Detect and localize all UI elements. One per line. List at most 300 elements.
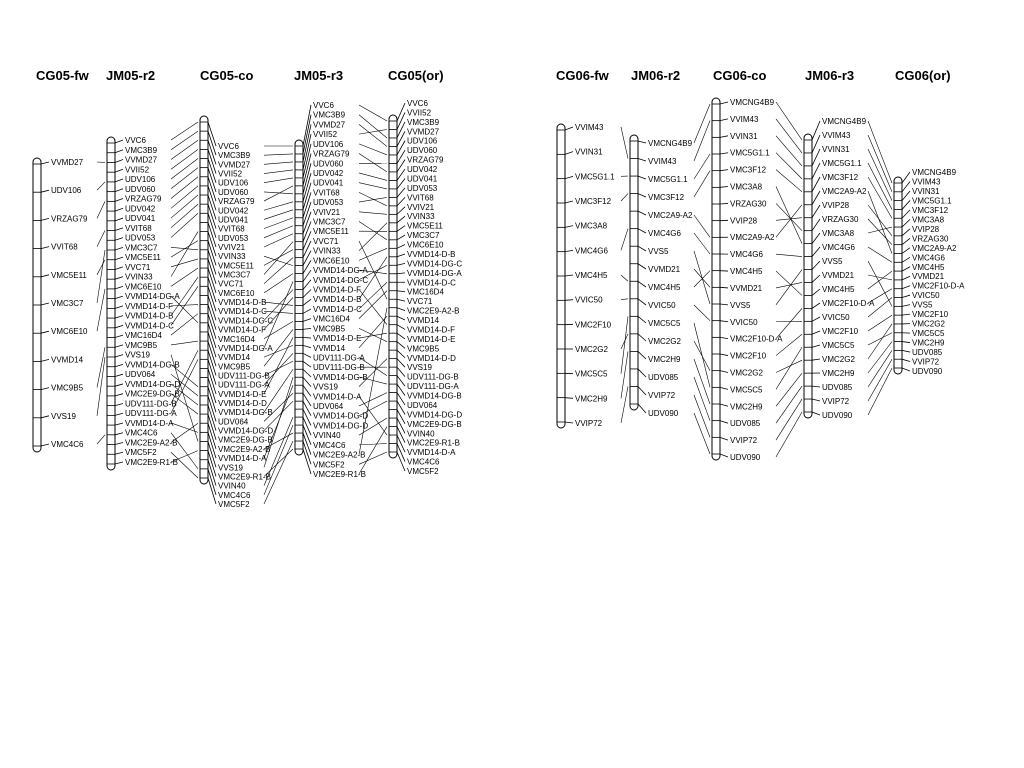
marker-connector — [359, 173, 387, 180]
marker-label: VMC16D4 — [125, 331, 162, 341]
marker-leader — [115, 169, 123, 172]
marker-leader — [303, 290, 311, 298]
marker-connector — [776, 187, 802, 244]
marker-leader — [115, 355, 123, 357]
map-header: CG05(or) — [388, 68, 444, 83]
marker-leader — [397, 452, 405, 471]
marker-label: VVS5 — [648, 247, 669, 256]
marker-leader — [720, 304, 728, 305]
marker-leader — [115, 160, 123, 163]
marker-leader — [303, 417, 311, 435]
marker-leader — [397, 444, 405, 462]
marker-connector — [621, 316, 628, 373]
marker-label: VVMD14-D-C — [218, 307, 267, 317]
marker-label: VMCNG4B9 — [912, 168, 957, 177]
marker-leader — [115, 189, 123, 192]
marker-leader — [397, 188, 405, 197]
marker-label: VVIP72 — [822, 397, 850, 406]
marker-label: VVMD27 — [125, 155, 158, 165]
marker-leader — [638, 229, 646, 233]
marker-label: VVMD14-D-E — [313, 334, 362, 344]
marker-connector — [694, 395, 710, 437]
marker-label: VMC2E9-A2-B — [125, 438, 178, 448]
marker-leader — [303, 280, 311, 290]
marker-label: VMC2F10-D-A — [822, 299, 875, 308]
map-header: CG05-co — [200, 68, 254, 83]
marker-connector — [868, 359, 892, 401]
map-jm06-r2 — [630, 68, 693, 418]
marker-leader — [720, 119, 728, 121]
marker-label: VMC5G1.1 — [648, 175, 688, 184]
marker-label: VVMD21 — [730, 283, 763, 293]
marker-label: UDV041 — [407, 174, 438, 184]
marker-leader — [397, 207, 405, 215]
marker-label: UDV041 — [218, 215, 249, 225]
marker-label: UDV090 — [912, 367, 943, 376]
marker-connector — [359, 212, 387, 215]
marker-label: VMC9B5 — [51, 383, 84, 393]
marker-leader — [303, 353, 311, 357]
marker-connector — [171, 131, 198, 150]
marker-connector — [171, 186, 198, 208]
marker-label: VVMD14-D-C — [407, 278, 456, 288]
marker-label: VMC4C6 — [313, 440, 346, 450]
marker-connector — [359, 115, 387, 138]
marker-label: VVIP72 — [912, 357, 940, 367]
marker-connector — [171, 177, 198, 199]
marker-label: VVMD14-D-F — [218, 325, 267, 335]
marker-label: UDV106 — [407, 136, 438, 146]
marker-connector — [868, 271, 892, 289]
marker-leader — [720, 287, 728, 288]
marker-label: VVMD14-D-B — [407, 249, 456, 259]
marker-label: VVMD14-D-F — [407, 325, 456, 335]
marker-label: VMC2E9-DG-B — [218, 435, 273, 445]
marker-label: UDV064 — [125, 370, 156, 380]
marker-label: VVMD27 — [407, 127, 440, 137]
marker-leader — [565, 201, 573, 203]
marker-leader — [812, 412, 820, 415]
marker-label: VMC6E10 — [313, 256, 350, 266]
marker-label: VMC16D4 — [313, 314, 350, 324]
marker-leader — [41, 275, 49, 277]
marker-leader — [720, 454, 728, 457]
marker-label: VVS19 — [51, 411, 76, 421]
marker-connector — [868, 149, 892, 201]
marker-connector — [694, 215, 710, 237]
marker-label: VVIV21 — [218, 242, 246, 252]
marker-label: VVS5 — [730, 300, 751, 310]
marker-label: VVMD14-D-A — [407, 448, 456, 458]
map-cg06-co — [712, 68, 783, 462]
marker-label: VMC2G2 — [648, 337, 681, 346]
marker-label: VMC16D4 — [407, 287, 444, 297]
marker-label: UDV106 — [51, 186, 82, 196]
marker-leader — [115, 433, 123, 435]
marker-label: VVMD14-DG-C — [407, 259, 463, 269]
marker-leader — [397, 427, 405, 443]
marker-connector — [776, 205, 802, 237]
marker-label: VRZAG30 — [822, 215, 859, 224]
marker-label: VVS5 — [912, 300, 933, 310]
marker-label: VVIV21 — [313, 207, 341, 217]
marker-label: VVIC50 — [822, 313, 850, 322]
marker-connector — [776, 254, 802, 256]
marker-leader — [115, 364, 123, 366]
marker-connector — [776, 119, 802, 153]
marker-leader — [812, 399, 820, 401]
marker-leader — [397, 216, 405, 223]
marker-label: VVIM43 — [648, 157, 677, 166]
marker-label: UDV060 — [218, 187, 249, 197]
marker-label: UDV064 — [407, 400, 438, 410]
marker-label: VVIT68 — [51, 242, 78, 252]
marker-leader — [397, 226, 405, 232]
marker-label: VMC5C5 — [822, 341, 855, 350]
marker-connector — [776, 170, 802, 192]
marker-label: VVIC50 — [912, 291, 940, 301]
marker-leader — [115, 442, 123, 444]
marker-label: UDV111-DG-B — [407, 372, 459, 382]
marker-label: VVMD14-D-A — [125, 418, 174, 428]
marker-leader — [303, 377, 311, 386]
marker-label: VVMD21 — [822, 271, 855, 280]
marker-leader — [397, 350, 405, 358]
marker-leader — [115, 374, 123, 376]
map-cg06-or- — [894, 68, 965, 376]
marker-label: VMC4G6 — [730, 250, 763, 260]
marker-label: VVMD14-D-F — [125, 301, 174, 311]
map-jm05-r3 — [294, 68, 368, 479]
marker-label: VMC5F2 — [407, 467, 439, 476]
chromosome-bar — [389, 115, 397, 458]
marker-label: VMC3C7 — [313, 217, 346, 227]
marker-connector — [868, 315, 892, 331]
marker-leader — [812, 331, 820, 334]
marker-label: VMC5C5 — [912, 329, 945, 339]
marker-leader — [812, 261, 820, 270]
marker-connector — [694, 323, 710, 387]
marker-leader — [115, 277, 123, 280]
marker-leader — [812, 317, 820, 321]
chromosome-bar — [894, 177, 902, 374]
marker-label: VMC2E9-R1-B — [218, 472, 271, 482]
marker-leader — [638, 176, 646, 179]
marker-label: VMC5E11 — [407, 221, 443, 231]
marker-label: VVIT68 — [125, 223, 152, 233]
marker-label: UDV085 — [730, 419, 761, 429]
marker-label: VMC4C6 — [218, 490, 251, 500]
marker-label: VMC9B5 — [125, 340, 158, 350]
marker-label: VVMD14-DG-C — [313, 275, 369, 285]
marker-leader — [902, 305, 910, 307]
marker-leader — [41, 444, 49, 446]
marker-label: VVMD14 — [51, 355, 84, 365]
marker-leader — [303, 369, 311, 377]
marker-leader — [812, 177, 820, 192]
marker-leader — [902, 219, 910, 227]
marker-label: VVMD14-DG-D — [218, 426, 274, 436]
marker-leader — [397, 435, 405, 452]
marker-leader — [638, 281, 646, 287]
marker-leader — [397, 263, 405, 265]
marker-leader — [41, 218, 49, 220]
marker-label: VVII52 — [407, 108, 432, 118]
marker-leader — [115, 199, 123, 202]
marker-label: VMC2E9-A2-B — [313, 450, 366, 460]
marker-connector — [264, 154, 293, 155]
marker-label: VVMD14-D-E — [407, 334, 456, 344]
marker-connector — [868, 191, 892, 253]
marker-label: VVC6 — [313, 101, 334, 110]
marker-connector — [776, 347, 802, 389]
marker-leader — [720, 102, 728, 104]
marker-label: VVS19 — [218, 463, 243, 473]
marker-leader — [115, 345, 123, 347]
map-header: CG06-co — [713, 68, 767, 83]
marker-leader — [397, 325, 405, 330]
marker-label: VMC5C5 — [730, 385, 763, 395]
chromosome-bar — [200, 116, 208, 484]
marker-label: VVMD14-D-B — [218, 298, 267, 308]
marker-connector — [776, 373, 802, 406]
marker-label: VMC2E9-DG-B — [407, 419, 462, 429]
marker-connector — [264, 178, 293, 183]
marker-label: VVIN33 — [313, 246, 341, 256]
marker-leader — [902, 248, 910, 254]
marker-label: VMCNG4B9 — [648, 139, 693, 148]
marker-leader — [397, 299, 405, 301]
marker-leader — [303, 231, 311, 249]
marker-connector — [171, 341, 198, 345]
marker-leader — [397, 103, 405, 121]
marker-label: UDV085 — [822, 383, 853, 392]
marker-connector — [868, 333, 892, 345]
marker-connector — [868, 121, 892, 183]
marker-label: VVIP72 — [730, 436, 758, 446]
marker-label: VMC2H9 — [912, 338, 945, 348]
marker-connector — [776, 153, 802, 179]
marker-leader — [397, 254, 405, 257]
marker-leader — [115, 218, 123, 221]
marker-label: VVIN33 — [125, 272, 153, 282]
marker-label: VMC5F2 — [125, 448, 157, 458]
marker-leader — [303, 425, 311, 445]
marker-connector — [264, 170, 293, 174]
marker-connector — [97, 435, 105, 444]
marker-label: UDV041 — [313, 178, 344, 188]
map-header: JM05-r2 — [106, 68, 156, 83]
marker-label: UDV053 — [218, 233, 249, 243]
marker-leader — [115, 462, 123, 464]
marker-leader — [397, 122, 405, 138]
marker-connector — [171, 213, 198, 237]
map-header: CG06(or) — [895, 68, 951, 83]
marker-leader — [397, 273, 405, 274]
marker-label: VVIP28 — [822, 201, 850, 210]
marker-connector — [694, 154, 710, 179]
marker-leader — [812, 219, 820, 231]
marker-label: VMC2G2 — [730, 368, 763, 378]
marker-leader — [902, 210, 910, 218]
marker-label: VVIN40 — [218, 481, 246, 491]
marker-label: VVII52 — [218, 169, 243, 179]
marker-connector — [264, 218, 293, 229]
marker-label: UDV041 — [125, 214, 156, 224]
marker-leader — [115, 306, 123, 308]
marker-connector — [171, 314, 198, 335]
marker-label: VVS5 — [822, 257, 843, 266]
marker-label: VVIN40 — [407, 429, 435, 439]
marker-connector — [621, 275, 628, 281]
marker-connector — [171, 122, 198, 140]
marker-label: UDV053 — [407, 183, 438, 193]
marker-leader — [41, 303, 49, 305]
marker-leader — [397, 376, 405, 386]
marker-label: VMC3C7 — [125, 243, 158, 253]
marker-leader — [720, 170, 728, 171]
map-header: CG06-fw — [556, 68, 609, 83]
marker-connector — [868, 205, 892, 236]
marker-label: UDV042 — [218, 206, 249, 216]
marker-label: VVMD27 — [51, 158, 84, 167]
marker-label: UDV090 — [822, 411, 853, 420]
marker-connector — [171, 149, 198, 169]
marker-leader — [115, 394, 123, 396]
marker-label: VVMD14-D-A — [313, 392, 362, 402]
marker-connector — [694, 413, 710, 454]
marker-connector — [868, 247, 892, 262]
marker-leader — [303, 299, 311, 305]
marker-label: VMC2H9 — [575, 394, 608, 404]
marker-label: VVS19 — [407, 363, 432, 373]
marker-label: VMC2E9-R1-B — [313, 470, 366, 479]
marker-leader — [303, 222, 311, 242]
marker-leader — [115, 413, 123, 415]
marker-leader — [902, 286, 910, 289]
chromosome-bar — [804, 134, 812, 418]
marker-connector — [776, 386, 802, 423]
marker-connector — [694, 233, 710, 254]
marker-label: VMC4H5 — [730, 267, 763, 277]
marker-label: VMC2E9-R1-B — [407, 438, 460, 448]
marker-leader — [115, 316, 123, 318]
marker-leader — [812, 149, 820, 166]
marker-label: VMC2G2 — [575, 345, 608, 354]
marker-label: VMC3A8 — [575, 221, 608, 231]
marker-label: VVMD27 — [313, 120, 346, 130]
marker-connector — [621, 194, 628, 201]
marker-label: VVMD14-D-D — [407, 353, 456, 363]
marker-leader — [397, 367, 405, 377]
marker-leader — [902, 276, 910, 280]
marker-label: VMC3C7 — [51, 299, 84, 308]
marker-label: VVMD14-DG-D — [125, 379, 181, 389]
marker-label: VVMD14-DG-D — [313, 421, 369, 431]
marker-leader — [303, 241, 311, 258]
marker-label: VMC2F10-D-A — [730, 334, 783, 344]
marker-leader — [902, 172, 910, 183]
marker-connector — [868, 324, 892, 359]
marker-label: VVMD14-D-C — [125, 321, 174, 331]
marker-leader — [397, 418, 405, 433]
marker-label: VMC4H5 — [912, 262, 945, 272]
marker-leader — [303, 309, 311, 314]
marker-label: VVMD14-DG-D — [407, 410, 463, 420]
marker-leader — [41, 247, 49, 249]
marker-leader — [638, 194, 646, 197]
marker-label: VMC4G6 — [912, 253, 945, 263]
marker-label: VVIN31 — [912, 186, 940, 196]
marker-leader — [720, 136, 728, 138]
marker-leader — [115, 228, 123, 231]
marker-leader — [902, 359, 910, 361]
marker-label: UDV053 — [125, 233, 156, 243]
marker-leader — [397, 197, 405, 206]
marker-leader — [638, 141, 646, 143]
marker-label: VRZAG79 — [218, 197, 255, 207]
marker-connector — [776, 102, 802, 140]
marker-leader — [638, 246, 646, 251]
marker-label: VMC4H5 — [822, 285, 855, 294]
marker-connector — [264, 210, 293, 220]
marker-label: VMC3A8 — [912, 215, 945, 225]
marker-connector — [776, 136, 802, 166]
map-header: JM06-r3 — [805, 68, 855, 83]
marker-label: VMC3B9 — [218, 151, 251, 161]
marker-label: UDV111-DG-A — [407, 382, 459, 392]
marker-leader — [902, 350, 910, 352]
marker-leader — [812, 289, 820, 295]
marker-connector — [264, 162, 293, 164]
marker-label: VMC6E10 — [218, 288, 255, 298]
marker-label: VVMD21 — [648, 265, 681, 274]
marker-leader — [115, 208, 123, 211]
marker-leader — [565, 127, 573, 130]
chromosome-bar — [712, 98, 720, 460]
marker-label: VMC2E9-A2-B — [407, 306, 460, 316]
marker-connector — [97, 201, 105, 218]
marker-leader — [397, 235, 405, 240]
marker-label: VVMD14-D-E — [218, 389, 267, 399]
marker-label: VRZAG79 — [313, 149, 350, 159]
marker-label: VVIN33 — [218, 252, 246, 262]
map-header: JM06-r2 — [631, 68, 681, 83]
marker-leader — [397, 359, 405, 368]
marker-leader — [397, 112, 405, 129]
marker-leader — [812, 191, 820, 205]
map-header: JM05-r3 — [294, 68, 344, 83]
marker-label: UDV042 — [313, 168, 344, 178]
marker-leader — [397, 333, 405, 339]
marker-label: VMC4C6 — [51, 440, 84, 449]
marker-label: VVS19 — [125, 350, 150, 360]
marker-label: VMC2H9 — [822, 369, 855, 378]
marker-label: VMC4G6 — [575, 246, 608, 256]
map-cg06-fw — [556, 68, 615, 428]
marker-leader — [565, 398, 573, 399]
marker-connector — [359, 333, 387, 338]
marker-leader — [115, 452, 123, 454]
marker-leader — [812, 205, 820, 218]
marker-leader — [303, 337, 311, 338]
marker-label: VVMD14-D-B — [125, 311, 174, 321]
marker-leader — [812, 233, 820, 244]
marker-leader — [115, 286, 123, 289]
marker-leader — [303, 124, 311, 162]
marker-leader — [565, 250, 573, 251]
marker-leader — [902, 342, 910, 343]
